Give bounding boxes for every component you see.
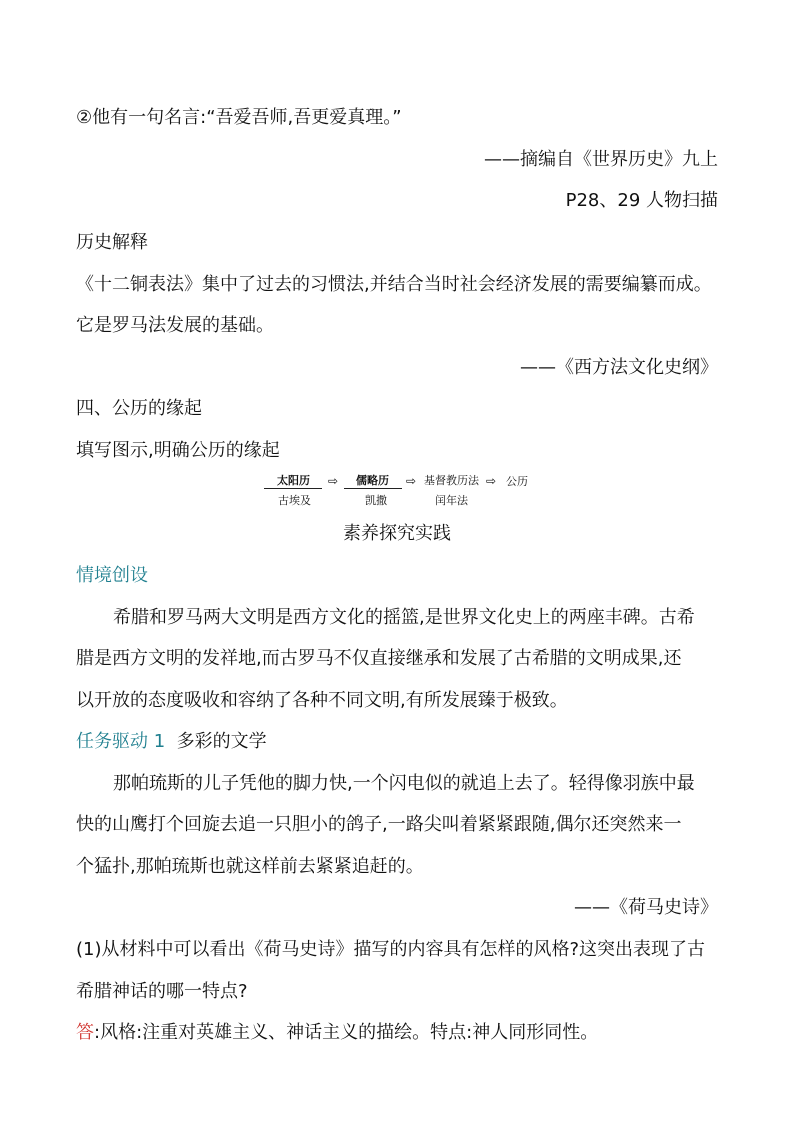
arrow-icon: ⇨ [406,474,417,488]
diagram-underline [264,488,322,489]
diagram-box-3-sub: 闰年法 [435,494,468,507]
diagram-box-1-sub: 古埃及 [278,494,311,507]
paragraph-line: 快的山鹰打个回旋去追一只胆小的鸽子,一路尖叫着紧紧跟随,偶尔还突然来一 [76,814,682,835]
paragraph-line: 那帕琉斯的儿子凭他的脚力快,一个闪电似的就追上去了。轻得像羽族中最 [113,773,695,794]
answer-line [76,1022,598,1044]
arrow-icon: ⇨ [486,474,497,488]
section-heading-four: 四、公历的缘起 [76,398,202,419]
answer-label: 答 [76,1022,94,1043]
task-heading [76,731,267,753]
diagram-box-2-sub: 凯撒 [365,494,387,507]
diagram-box-2-label: 儒略历 [356,474,389,487]
paragraph-line: 以开放的态度吸收和容纳了各种不同文明,有所发展臻于极致。 [76,690,568,711]
task-title: 多彩的文学 [176,731,267,752]
task-label: 任务驱动 1 [76,731,166,752]
diagram-box-3-label: 基督教历法 [424,474,479,487]
source-attribution: ——摘编自《世界历史》九上 [484,149,718,170]
question-line: (1)从材料中可以看出《荷马史诗》描写的内容具有怎样的风格?这突出表现了古 [76,939,706,960]
source-attribution: ——《荷马史诗》 [574,897,718,918]
section-heading-history: 历史解释 [76,232,148,253]
source-pages: P28、29 人物扫描 [565,190,718,211]
calendar-origin-diagram [262,468,542,512]
source-attribution: ——《西方法文化史纲》 [520,357,718,378]
paragraph-line: 它是罗马法发展的基础。 [76,315,274,336]
context-heading: 情境创设 [76,565,148,586]
diagram-box-1-label: 太阳历 [277,474,310,487]
diagram-underline [344,488,402,489]
paragraph-line: 个猛扑,那帕琉斯也就这样前去紧紧追赶的。 [76,856,424,877]
quote-line: ②他有一句名言:“吾爱吾师,吾更爱真理。” [76,107,402,128]
practice-title: 素养探究实践 [343,523,451,544]
diagram-final-label: 公历 [506,475,528,488]
fill-instruction: 填写图示,明确公历的缘起 [76,440,280,461]
paragraph-line: 腊是西方文明的发祥地,而古罗马不仅直接继承和发展了古希腊的文明成果,还 [76,648,682,669]
question-line: 希腊神话的哪一特点? [76,981,248,1002]
arrow-icon: ⇨ [328,474,339,488]
answer-text: :风格:注重对英雄主义、神话主义的描绘。特点:神人同形同性。 [94,1022,599,1043]
paragraph-line: 《十二铜表法》集中了过去的习惯法,并结合当时社会经济发展的需要编纂而成。 [76,274,712,295]
paragraph-line: 希腊和罗马两大文明是西方文化的摇篮,是世界文化史上的两座丰碑。古希 [113,607,695,628]
